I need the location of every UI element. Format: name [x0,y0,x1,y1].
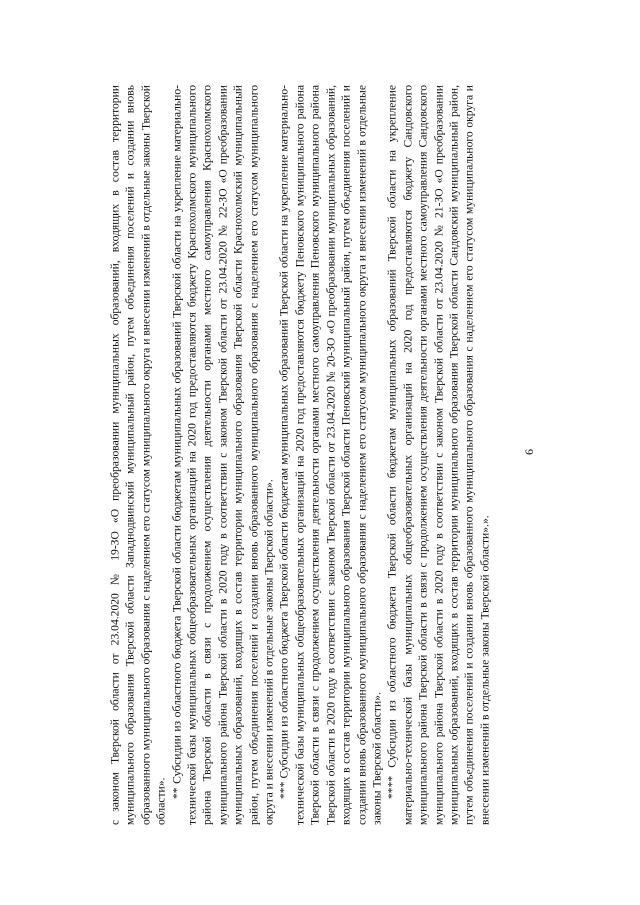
page-number: 6 [522,449,536,455]
footnote-penovsky: *** Субсидии из областного бюджета Тверской области бюджетам муниципальных образований Тверской области на укрепление материально-технической базы муниципальных общеобразовательных организаций на 2020 год предоставляются бюджету Пеновского муниципального района Тверской области в связи с продолжением осуществления деятельности органами местного самоуправления Пеновского муниципального района Тверской области в 2020 году в соответствии с законом Тверской области от 23.04.2020 № 20-ЗО «О преобразовании муниципальных образований, входящих в состав территории муниципального образования Тверской области Пеновский муниципальный район, путем объединения поселений и создании вновь образованного муниципального образования с наделением его статусом муниципального округа и внесении изменений в отдельные законы Тверской области». [277,85,384,825]
footnote-sandovsky: **** Субсидии из областного бюджета Тверской области бюджетам муниципальных образований Тверской области на укрепление материально-технической базы муниципальных общеобразовательных организаций на 2020 год предоставляются бюджету Сандовского муниципального района Тверской области в связи с продолжением осуществления деятельности органами местного самоуправления Сандовского муниципального района Тверской области в 2020 году в соответствии с законом Тверской области от 23.04.2020 № 21-ЗО «О преобразовании муниципальных образований, входящих в состав территории муниципального образования Тверской области Сандовский муниципальный район, путем объединения поселений и создании вновь образованного муниципального образования с наделением его статусом муниципального округа и внесении изменений в отдельные законы Тверской области».». [385,85,492,825]
document-body [108,85,513,825]
footnote-krasnokholmsky: ** Субсидии из областного бюджета Тверской области бюджетам муниципальных образований Тверской области на укрепление материально-технической базы муниципальных общеобразовательных организаций на 2020 год предоставляются бюджету Краснохолмского муниципального района Тверской области в связи с продолжением осуществления деятельности органами местного самоуправления Краснохолмского муниципального района Тверской области в 2020 году в соответствии с законом Тверской области от 23.04.2020 № 22-ЗО «О преобразовании муниципальных образований, входящих в состав территории муниципального образования Тверской области Краснохолмский муниципальный район, путем объединения поселений и создании вновь образованного муниципального образования с наделением его статусом муниципального округа и внесении изменений в отдельные законы Тверской области». [170,85,276,825]
paragraph-continuation: с законом Тверской области от 23.04.2020 № 19-ЗО «О преобразовании муниципальных образований, входящих в состав территории муниципального образования Тверской области Западнодвинский муниципальный район, путем объединения поселений и создании вновь образованного муниципального образования с наделением его статусом муниципального округа и внесении изменений в отдельные законы Тверской области». [108,85,168,825]
